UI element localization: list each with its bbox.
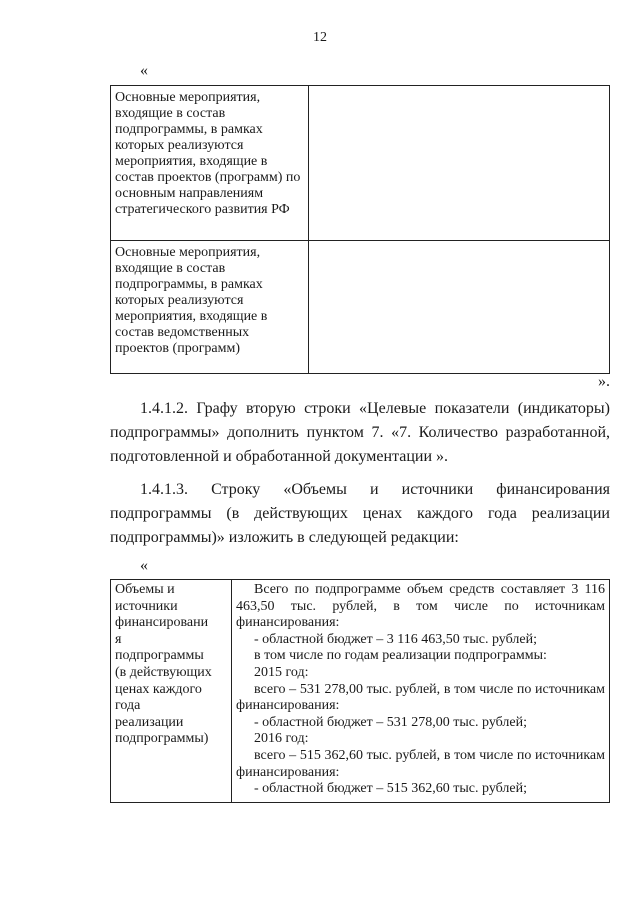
funding-content-cell <box>232 580 610 803</box>
label-line: (в действующих <box>115 664 212 680</box>
content-line: 2016 год: <box>254 731 309 747</box>
content-line: всего – 531 278,00 тыс. рублей, в том числе по источникам финансирования: <box>236 681 605 714</box>
table-cell-value <box>309 86 610 241</box>
content-line: всего – 515 362,60 тыс. рублей, в том числе по источникам финансирования: <box>236 747 605 780</box>
content-line: - областной бюджет – 515 362,60 тыс. рублей; <box>254 781 527 797</box>
opening-quote-mark: « <box>140 62 148 79</box>
table-row <box>111 580 610 803</box>
funding-label-cell <box>111 580 232 803</box>
table-cell-label: Основные мероприятия, входящие в состав подпрограммы, в рамках которых реализуются мероприятия, входящие в состав проектов (программ) по основным направлениям стратегического развития РФ <box>111 86 309 241</box>
page-number: 12 <box>313 30 327 45</box>
label-line: финансировани <box>115 615 209 631</box>
content-line: 2015 год: <box>254 664 309 680</box>
table-row <box>111 241 610 374</box>
label-line: подпрограммы <box>115 648 204 664</box>
closing-quote-mark: ». <box>598 373 610 390</box>
opening-quote-mark: « <box>140 557 148 574</box>
label-line: ценах каждого <box>115 681 202 697</box>
content-line: в том числе по годам реализации подпрограммы: <box>254 648 547 664</box>
label-line: я <box>115 631 122 647</box>
subprogram-activities-table <box>110 85 610 374</box>
funding-table <box>110 579 610 803</box>
table-cell-label: Основные мероприятия, входящие в состав подпрограммы, в рамках которых реализуются мероприятия, входящие в состав ведомственных проектов (программ) <box>111 241 309 374</box>
label-line: Объемы и <box>115 582 175 597</box>
label-line: подпрограммы) <box>115 731 209 747</box>
table-cell-value <box>309 241 610 374</box>
paragraph-1-4-1-2: 1.4.1.2. Графу вторую строки «Целевые показатели (индикаторы) подпрограммы» дополнить пунктом 7. «7. Количество разработанной, подготовленной и обработанной документации ». <box>110 400 610 465</box>
paragraph-1-4-1-3: 1.4.1.3. Строку «Объемы и источники финансирования подпрограммы (в действующих ценах каждого года реализации подпрограммы)» изложить в следующей редакции: <box>110 481 610 546</box>
label-line: года <box>115 698 141 714</box>
content-line: - областной бюджет – 531 278,00 тыс. рублей; <box>254 714 527 730</box>
table-row <box>111 86 610 241</box>
label-line: источники <box>115 598 178 614</box>
content-line: Всего по подпрограмме объем средств составляет 3 116 463,50 тыс. рублей, в том числе по источникам финансирования: <box>236 582 605 631</box>
content-line: - областной бюджет – 3 116 463,50 тыс. рублей; <box>254 631 537 647</box>
label-line: реализации <box>115 714 184 730</box>
